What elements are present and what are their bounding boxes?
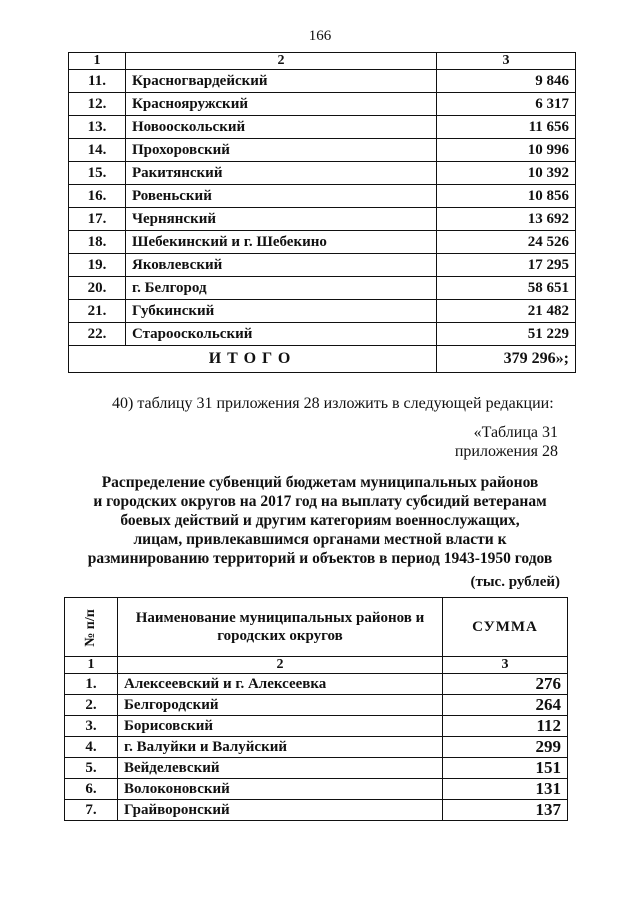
district-name: Губкинский bbox=[126, 300, 437, 323]
table-row bbox=[69, 300, 576, 323]
amount: 10 392 bbox=[437, 162, 576, 185]
amount: 51 229 bbox=[437, 323, 576, 346]
amount: 10 996 bbox=[437, 139, 576, 162]
amount: 137 bbox=[443, 800, 568, 821]
table-row bbox=[65, 758, 568, 779]
column-number-1: 1 bbox=[65, 657, 118, 674]
units-label: (тыс. рублей) bbox=[470, 574, 560, 590]
district-name: г. Валуйки и Валуйский bbox=[118, 737, 443, 758]
table-row bbox=[69, 254, 576, 277]
amount: 11 656 bbox=[437, 116, 576, 139]
header-sum: СУММА bbox=[443, 598, 568, 657]
amount: 112 bbox=[443, 716, 568, 737]
column-number-2: 2 bbox=[118, 657, 443, 674]
table-row bbox=[69, 185, 576, 208]
row-number: 22. bbox=[69, 323, 126, 346]
heading-line: лицам, привлекавшимся органами местной власти к bbox=[133, 531, 507, 548]
amount: 24 526 bbox=[437, 231, 576, 254]
table-row bbox=[65, 737, 568, 758]
table-row bbox=[69, 139, 576, 162]
row-number: 15. bbox=[69, 162, 126, 185]
row-number: 21. bbox=[69, 300, 126, 323]
table-row bbox=[69, 277, 576, 300]
amount: 264 bbox=[443, 695, 568, 716]
header-number bbox=[65, 598, 118, 657]
total-row bbox=[69, 346, 576, 373]
table-row bbox=[69, 231, 576, 254]
amount: 9 846 bbox=[437, 70, 576, 93]
table-row bbox=[69, 116, 576, 139]
amount: 276 bbox=[443, 674, 568, 695]
district-name: Новооскольский bbox=[126, 116, 437, 139]
column-number-1: 1 bbox=[69, 53, 126, 70]
amount: 17 295 bbox=[437, 254, 576, 277]
table-row bbox=[69, 323, 576, 346]
row-number: 1. bbox=[65, 674, 118, 695]
district-name: Вейделевский bbox=[118, 758, 443, 779]
row-number: 4. bbox=[65, 737, 118, 758]
district-name: Краснояружский bbox=[126, 93, 437, 116]
amount: 10 856 bbox=[437, 185, 576, 208]
amount: 21 482 bbox=[437, 300, 576, 323]
row-number: 12. bbox=[69, 93, 126, 116]
row-number: 2. bbox=[65, 695, 118, 716]
district-name: Грайворонский bbox=[118, 800, 443, 821]
row-number: 20. bbox=[69, 277, 126, 300]
row-number: 3. bbox=[65, 716, 118, 737]
district-name: Ракитянский bbox=[126, 162, 437, 185]
table-row bbox=[65, 800, 568, 821]
table-row bbox=[65, 674, 568, 695]
row-number: 11. bbox=[69, 70, 126, 93]
table-row bbox=[69, 162, 576, 185]
table-caption-line2: приложения 28 bbox=[454, 443, 558, 460]
row-number: 17. bbox=[69, 208, 126, 231]
column-number-2: 2 bbox=[126, 53, 437, 70]
table-heading bbox=[70, 473, 570, 568]
row-number: 7. bbox=[65, 800, 118, 821]
row-number: 14. bbox=[69, 139, 126, 162]
table-header-row bbox=[69, 53, 576, 70]
district-name: Борисовский bbox=[118, 716, 443, 737]
amendment-paragraph: 40) таблицу 31 приложения 28 изложить в следующей редакции: bbox=[112, 395, 554, 412]
subsidy-table-continued bbox=[68, 52, 576, 373]
table-caption-line1: «Таблица 31 bbox=[473, 424, 558, 441]
amount: 58 651 bbox=[437, 277, 576, 300]
district-name: Яковлевский bbox=[126, 254, 437, 277]
table-row bbox=[65, 716, 568, 737]
district-name: Прохоровский bbox=[126, 139, 437, 162]
district-name: Волоконовский bbox=[118, 779, 443, 800]
heading-line: и городских округов на 2017 год на выплату субсидий ветеранам bbox=[93, 493, 547, 510]
amount: 131 bbox=[443, 779, 568, 800]
district-name: Алексеевский и г. Алексеевка bbox=[118, 674, 443, 695]
heading-line: боевых действий и другим категориям военнослужащих, bbox=[120, 512, 520, 529]
district-name: г. Белгород bbox=[126, 277, 437, 300]
district-name: Старооскольский bbox=[126, 323, 437, 346]
column-number-3: 3 bbox=[443, 657, 568, 674]
row-number: 19. bbox=[69, 254, 126, 277]
row-number: 5. bbox=[65, 758, 118, 779]
total-label: ИТОГО bbox=[69, 346, 437, 373]
row-number: 6. bbox=[65, 779, 118, 800]
subsidy-table-31 bbox=[64, 597, 568, 821]
row-number: 18. bbox=[69, 231, 126, 254]
table-header-row bbox=[65, 598, 568, 657]
column-number-3: 3 bbox=[437, 53, 576, 70]
total-amount: 379 296»; bbox=[437, 346, 576, 373]
district-name: Чернянский bbox=[126, 208, 437, 231]
district-name: Белгородский bbox=[118, 695, 443, 716]
header-number-text: № п/п bbox=[83, 608, 98, 647]
table-row bbox=[65, 695, 568, 716]
amount: 151 bbox=[443, 758, 568, 779]
table-row bbox=[69, 93, 576, 116]
table-row bbox=[69, 70, 576, 93]
district-name: Красногвардейский bbox=[126, 70, 437, 93]
row-number: 16. bbox=[69, 185, 126, 208]
table-row bbox=[65, 779, 568, 800]
row-number: 13. bbox=[69, 116, 126, 139]
district-name: Шебекинский и г. Шебекино bbox=[126, 231, 437, 254]
amount: 6 317 bbox=[437, 93, 576, 116]
page-number: 166 bbox=[308, 28, 332, 44]
district-name: Ровеньский bbox=[126, 185, 437, 208]
heading-line: Распределение субвенций бюджетам муниципальных районов bbox=[101, 474, 539, 491]
amount: 299 bbox=[443, 737, 568, 758]
column-numbers-row bbox=[65, 657, 568, 674]
heading-line: разминированию территорий и объектов в период 1943-1950 годов bbox=[87, 550, 553, 567]
amount: 13 692 bbox=[437, 208, 576, 231]
header-name: Наименование муниципальных районов и городских округов bbox=[118, 598, 443, 657]
table-row bbox=[69, 208, 576, 231]
